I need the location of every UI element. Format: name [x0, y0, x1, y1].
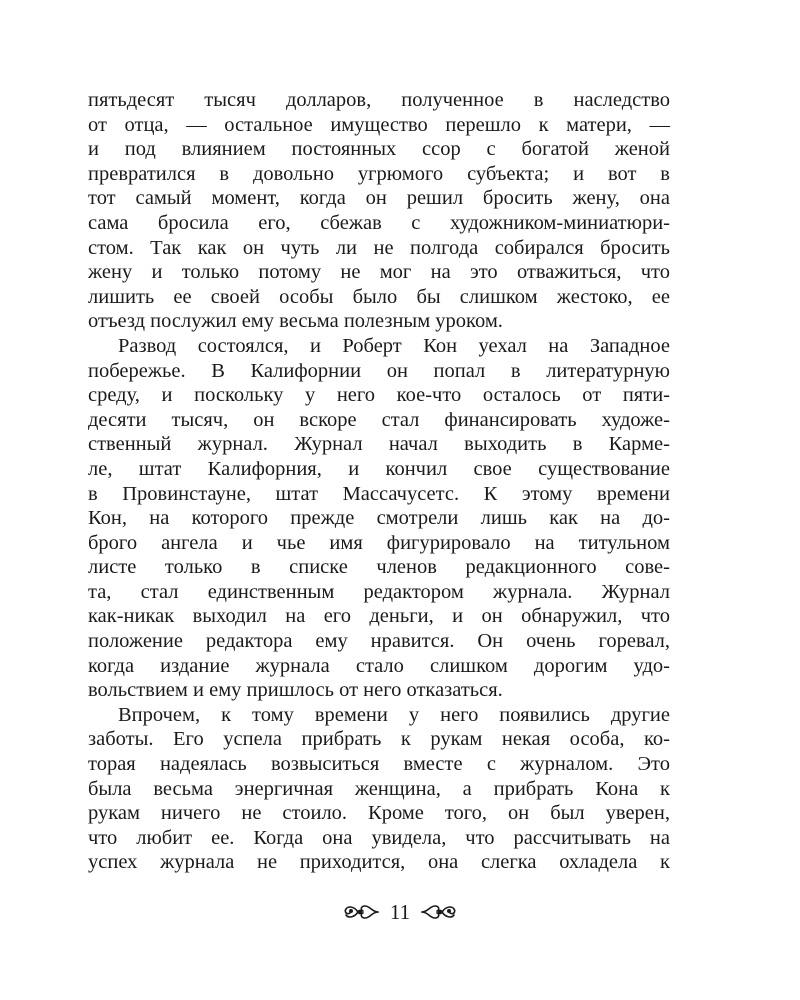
text-line: когда издание журнала стало слишком дорогим удо- [88, 654, 670, 677]
text-line: та, стал единственным редактором журнала. Журнал [88, 580, 670, 603]
text-line: была весьма энергичная женщина, а прибрать Кона к [88, 777, 670, 800]
text-line: превратился в довольно угрюмого субъекта; и вот в [88, 162, 670, 185]
text-line: что любит ее. Когда она увидела, что рассчитывать на [88, 826, 670, 849]
body-text [88, 88, 670, 875]
text-line: лишить ее своей особы было бы слишком жестоко, ее [88, 285, 670, 308]
text-line: жену и только потому не мог на это отважиться, что [88, 261, 670, 284]
text-line: Впрочем, к тому времени у него появились другие [118, 703, 670, 726]
text-line: стом. Так как он чуть ли не полгода собирался бросить [88, 236, 670, 259]
text-line: листе только в списке членов редакционного сове- [88, 556, 670, 579]
text-line: Кон, на которого прежде смотрели лишь как на до- [88, 507, 670, 530]
text-line: от отца, — остальное имущество перешло к матери, — [88, 113, 670, 136]
text-line: сама бросила его, сбежав с художником-миниатюри- [88, 211, 670, 234]
text-line: рукам ничего не стоило. Кроме того, он был уверен, [88, 802, 670, 825]
text-line: брого ангела и чье имя фигурировало на титульном [88, 531, 670, 554]
text-line: ле, штат Калифорния, и кончил свое существование [88, 457, 670, 480]
text-line: тот самый момент, когда он решил бросить жену, она [88, 187, 670, 210]
text-line: и под влиянием постоянных ссор с богатой женой [88, 138, 670, 161]
text-line: побережье. В Калифорнии он попал в литературную [88, 359, 670, 382]
text-line: заботы. Его успела прибрать к рукам некая особа, ко- [88, 728, 670, 751]
text-line: как-никак выходил на его деньги, и он обнаружил, что [88, 605, 670, 628]
text-line: среду, и поскольку у него кое-что осталось от пяти- [88, 384, 670, 407]
right-fleuron-icon [420, 902, 458, 922]
text-line: ственный журнал. Журнал начал выходить в Карме- [88, 433, 670, 456]
text-line: в Провинстауне, штат Массачусетс. К этому времени [88, 482, 670, 505]
page-number: 11 [389, 900, 411, 924]
text-line: вольствием и ему пришлось от него отказаться. [88, 679, 503, 702]
text-line: десяти тысяч, он вскоре стал финансировать художе- [88, 408, 670, 431]
text-line: положение редактора ему нравится. Он очень горевал, [88, 630, 670, 653]
left-fleuron-icon [342, 902, 380, 922]
text-line: отъезд послужил ему весьма полезным уроком. [88, 310, 503, 333]
text-line: успех журнала не приходится, она слегка охладела к [88, 851, 670, 874]
text-line: торая надеялась возвыситься вместе с журналом. Это [88, 753, 670, 776]
text-line: Развод состоялся, и Роберт Кон уехал на Западное [118, 334, 670, 357]
page-footer [0, 897, 800, 927]
text-line: пятьдесят тысяч долларов, полученное в наследство [88, 89, 670, 111]
